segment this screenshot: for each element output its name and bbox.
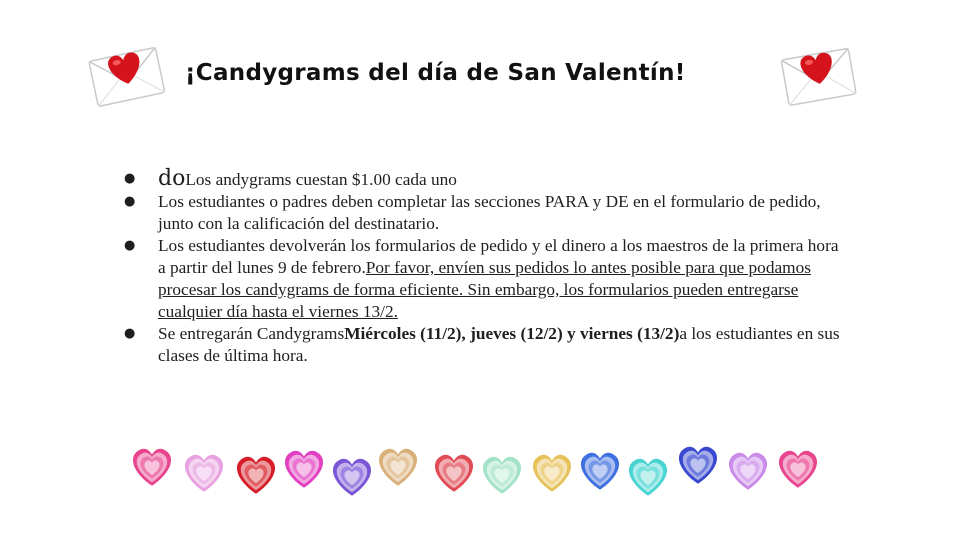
- heart-icon: [178, 446, 230, 496]
- bullet-delivery: [122, 323, 842, 367]
- bullet-form-sections: [122, 191, 842, 235]
- envelope-heart-icon: [82, 33, 170, 113]
- heart-icon: [428, 446, 480, 496]
- bullet-return-text: Los estudiantes devolverán los formularios de pedido y el dinero a los maestros de la primera hora a partir del lunes 9 de febrero.: [158, 236, 839, 277]
- page-title: ¡Candygrams del día de San Valentín!: [185, 60, 686, 86]
- heart-icon: [326, 450, 378, 500]
- heart-icon: [526, 446, 578, 496]
- heart-icon: [722, 444, 774, 494]
- bullet-prefix: do: [158, 166, 186, 191]
- bullet-return-forms: [122, 235, 842, 323]
- bullet-price: [122, 168, 842, 191]
- heart-icon: [476, 448, 528, 498]
- bullet-delivery-dates: Miércoles (11/2), jueves (12/2) y viernes (13/2): [344, 324, 680, 343]
- bullet-dot: ●: [124, 238, 136, 253]
- bullet-dot: ●: [124, 326, 136, 341]
- bullet-return-underlined: Por favor, envíen sus pedidos lo antes posible para que podamos procesar los candygrams de forma eficiente. Sin embargo, los formularios pueden entregarse cualquier día hasta el viernes 13/2.: [158, 258, 811, 321]
- bullet-dot: ●: [124, 194, 136, 209]
- bullet-delivery-before: Se entregarán Candygrams: [158, 324, 345, 343]
- heart-icon: [278, 442, 330, 492]
- heart-icon: [574, 444, 626, 494]
- info-bullet-list: [122, 168, 842, 367]
- envelope-heart-icon: [775, 34, 861, 112]
- heart-icon: [230, 448, 282, 498]
- bullet-dot: ●: [124, 171, 136, 186]
- bullet-price-text: Los andygrams cuestan $1.00 cada uno: [185, 170, 457, 189]
- heart-icon: [622, 450, 674, 500]
- bullet-form-text: Los estudiantes o padres deben completar las secciones PARA y DE en el formulario de pedido, junto con la calificación del destinatario.: [158, 192, 821, 233]
- heart-icon: [372, 440, 424, 490]
- heart-border: [126, 436, 836, 496]
- heart-icon: [672, 438, 724, 488]
- heart-icon: [126, 440, 178, 490]
- heart-icon: [772, 442, 824, 492]
- bullet-delivery-after: a los estudiantes en sus clases de última hora.: [158, 324, 840, 365]
